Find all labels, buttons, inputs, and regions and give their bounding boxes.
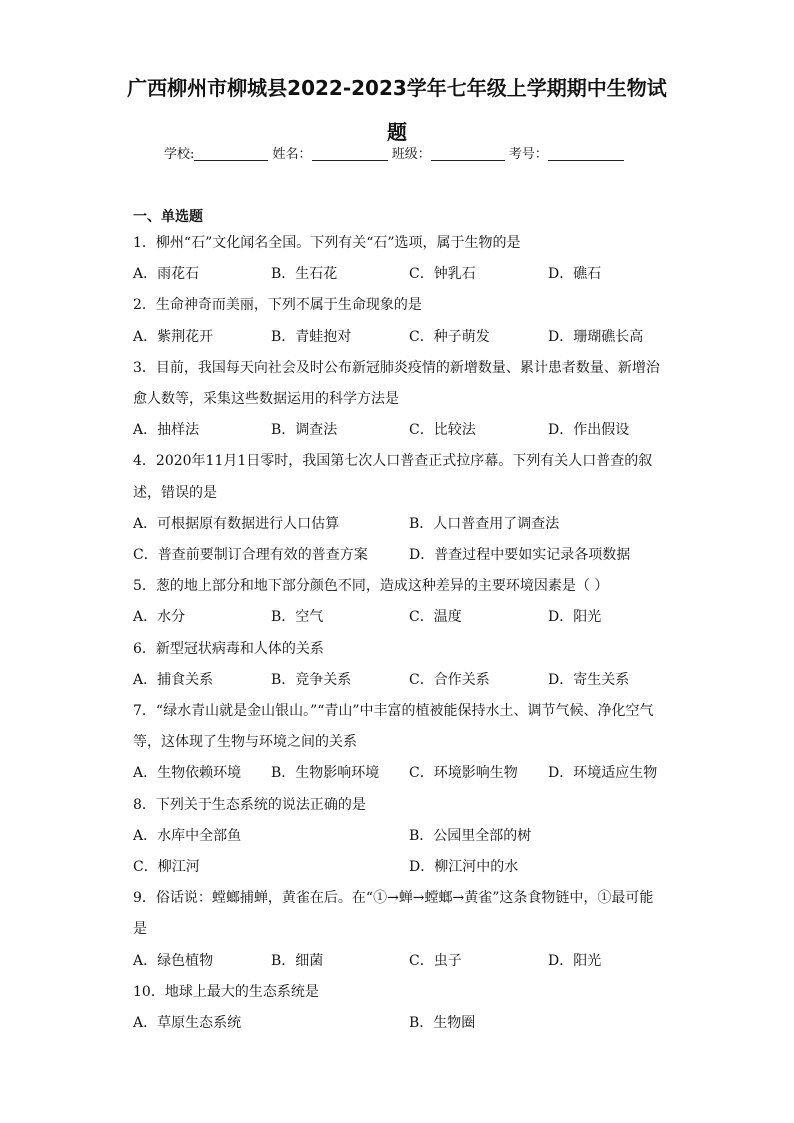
question-3-option-b[interactable]: B．调查法 [271, 422, 338, 439]
question-8-option-d[interactable]: D．柳江河中的水 [409, 859, 519, 875]
question-2-option-c[interactable]: C．种子萌发 [409, 328, 490, 345]
question-9-option-d[interactable]: D．阳光 [548, 952, 602, 969]
number-blank[interactable] [548, 146, 624, 161]
question-5-option-b[interactable]: B．空气 [271, 609, 324, 626]
question-2-option-a[interactable]: A．紫荆花开 [133, 328, 214, 345]
student-info-row [164, 143, 624, 162]
question-2-stem-line: 2．生命神奇而美丽，下列不属于生命现象的是 [133, 297, 422, 314]
name-blank[interactable] [312, 146, 388, 161]
question-3-stem-line: 3．目前，我国每天向社会及时公布新冠肺炎疫情的新增数量、累计患者数量、新增治 [133, 359, 660, 376]
question-2-option-d[interactable]: D．珊瑚礁长高 [548, 328, 644, 345]
question-7-stem-line: 7．“绿水青山就是金山银山。”“青山”中丰富的植被能保持水土、调节气候、净化空气 [133, 703, 654, 719]
question-1-option-c[interactable]: C．钟乳石 [409, 266, 476, 283]
school-blank[interactable] [194, 146, 268, 161]
question-8-option-c[interactable]: C．柳江河 [133, 859, 200, 875]
section-heading: 一、单选题 [133, 209, 203, 225]
question-4-stem-line: 4．2020年11月1日零时，我国第七次人口普查正式拉序幕。下列有关人口普查的叙 [133, 453, 653, 470]
question-4-stem-line: 述，错误的是 [133, 484, 217, 501]
name-label: 姓名： [272, 147, 312, 162]
question-2-option-b[interactable]: B．青蛙抱对 [271, 328, 352, 345]
question-10-stem-line: 10．地球上最大的生态系统是 [133, 983, 319, 1000]
number-label: 考号： [508, 147, 548, 162]
question-7-option-b[interactable]: B．生物影响环境 [271, 765, 380, 782]
question-6-option-d[interactable]: D．寄生关系 [548, 671, 630, 688]
title-line-2: 题 [387, 120, 407, 144]
question-4-option-c[interactable]: C．普查前要制订合理有效的普查方案 [133, 547, 368, 563]
question-7-option-c[interactable]: C．环境影响生物 [409, 765, 518, 782]
question-10-option-b[interactable]: B．生物圈 [409, 1015, 476, 1031]
class-label: 班级： [391, 147, 431, 162]
question-1-option-b[interactable]: B．生石花 [271, 266, 338, 283]
question-9-option-a[interactable]: A．绿色植物 [133, 952, 214, 969]
question-6-option-a[interactable]: A．捕食关系 [133, 671, 214, 688]
question-8-stem-line: 8．下列关于生态系统的说法正确的是 [133, 796, 366, 813]
question-9-option-c[interactable]: C．虫子 [409, 952, 462, 969]
question-1-option-d[interactable]: D．礁石 [548, 266, 602, 283]
question-1-option-a[interactable]: A．雨花石 [133, 266, 200, 283]
question-8-option-b[interactable]: B．公园里全部的树 [409, 827, 532, 844]
question-7-stem-line: 等，这体现了生物与环境之间的关系 [133, 734, 357, 751]
class-blank[interactable] [431, 146, 505, 161]
question-5-option-a[interactable]: A．水分 [133, 609, 186, 626]
question-9-option-b[interactable]: B．细菌 [271, 952, 324, 969]
question-4-option-d[interactable]: D．普查过程中要如实记录各项数据 [409, 547, 631, 563]
question-4-option-a[interactable]: A．可根据原有数据进行人口估算 [133, 515, 340, 532]
question-3-stem-line: 愈人数等，采集这些数据运用的科学方法是 [133, 391, 399, 407]
question-3-option-a[interactable]: A．抽样法 [133, 422, 200, 439]
question-10-option-a[interactable]: A．草原生态系统 [133, 1015, 242, 1031]
question-6-option-c[interactable]: C．合作关系 [409, 671, 490, 688]
school-label: 学校: [164, 147, 195, 162]
question-5-option-c[interactable]: C．温度 [409, 609, 462, 626]
exam-title [100, 66, 694, 154]
question-9-stem-line: 9．俗话说：螳螂捕蝉，黄雀在后。在“①→蝉→螳螂→黄雀”这条食物链中，①最可能 [133, 890, 654, 907]
question-7-option-a[interactable]: A．生物依赖环境 [133, 765, 242, 782]
question-3-option-c[interactable]: C．比较法 [409, 422, 476, 439]
question-5-option-d[interactable]: D．阳光 [548, 609, 602, 626]
title-line-1: 广西柳州市柳城县2022-2023学年七年级上学期期中生物试 [127, 76, 667, 100]
question-6-option-b[interactable]: B．竞争关系 [271, 671, 352, 688]
question-9-stem-line: 是 [133, 921, 147, 938]
question-1-stem-line: 1．柳州“石”文化闻名全国。下列有关“石”选项，属于生物的是 [133, 235, 521, 251]
question-7-option-d[interactable]: D．环境适应生物 [548, 765, 658, 782]
question-3-option-d[interactable]: D．作出假设 [548, 422, 630, 439]
question-5-stem-line: 5．葱的地上部分和地下部分颜色不同，造成这种差异的主要环境因素是（ ） [133, 578, 609, 595]
question-6-stem-line: 6．新型冠状病毒和人体的关系 [133, 640, 324, 657]
question-4-option-b[interactable]: B．人口普查用了调查法 [409, 515, 560, 532]
question-8-option-a[interactable]: A．水库中全部鱼 [133, 827, 242, 844]
